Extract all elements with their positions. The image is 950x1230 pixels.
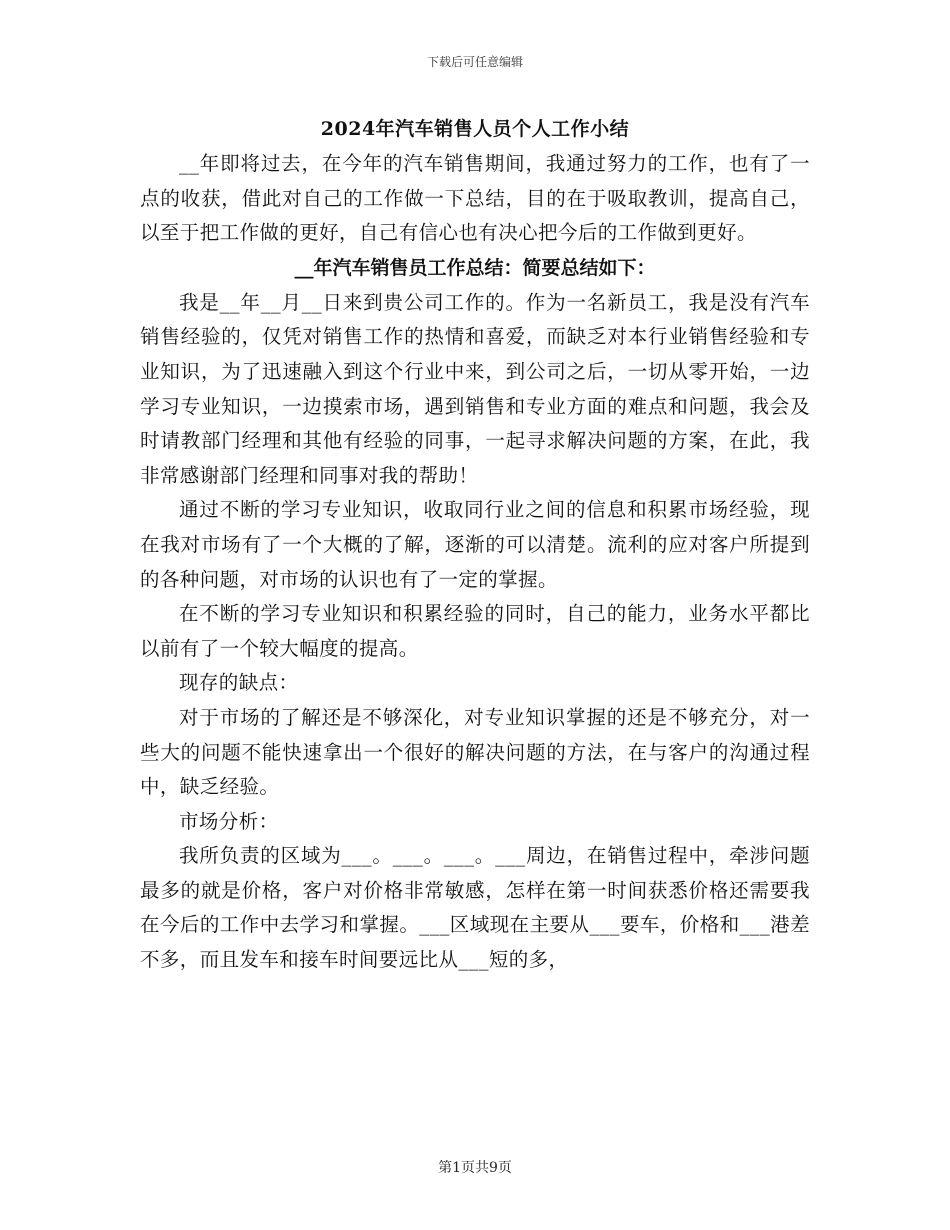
document-title: 2024年汽车销售人员个人工作小结 — [320, 118, 630, 140]
paragraph-improvement: 在不断的学习专业知识和积累经验的同时，自己的能力，业务水平都比以前有了一个较大幅度的提高。 — [140, 602, 810, 660]
paragraph-market-analysis: 我所负责的区域为___。___。___。___周边，在销售过程中，牵涉问题最多的就是价格，客户对价格非常敏感，怎样在第一时间获悉价格还需要我在今后的工作中去学习和掌握。___区域现在主要从___要车，价格和___港差不多，而且发车和接车时间要远比从___短的多， — [140, 844, 810, 972]
paragraph-arrival: 我是__年__月__日来到贵公司工作的。作为一名新员工，我是没有汽车销售经验的，仅凭对销售工作的热情和喜爱，而缺乏对本行业销售经验和专业知识，为了迅速融入到这个行业中来，到公司之后，一切从零开始，一边学习专业知识，一边摸索市场，遇到销售和专业方面的难点和问题，我会及时请教部门经理和其他有经验的同事，一起寻求解决问题的方案，在此，我非常感谢部门经理和同事对我的帮助！ — [140, 290, 810, 487]
document-body — [140, 112, 810, 978]
page-number: 第1页共9页 — [438, 1160, 512, 1176]
intro-paragraph: __年即将过去，在今年的汽车销售期间，我通过努力的工作，也有了一点的收获，借此对自己的工作做一下总结，目的在于吸取教训，提高自己，以至于把工作做的更好，自己有信心也有决心把今后的工作做到更好。 — [140, 152, 810, 245]
page-header-note: 下载后可任意编辑 — [426, 55, 523, 69]
paragraph-shortcomings: 对于市场的了解还是不够深化，对专业知识掌握的还是不够充分，对一些大的问题不能快速拿出一个很好的解决问题的方法，在与客户的沟通过程中，缺乏经验。 — [140, 705, 810, 799]
paragraph-learning: 通过不断的学习专业知识，收取同行业之间的信息和积累市场经验，现在我对市场有了一个大概的了解，逐渐的可以清楚。流利的应对客户所提到的各种问题，对市场的认识也有了一定的掌握。 — [140, 498, 810, 591]
summary-subheading: __年汽车销售员工作总结：简要总结如下： — [294, 256, 656, 279]
market-analysis-heading: 市场分析： — [179, 809, 279, 833]
shortcomings-heading: 现存的缺点： — [179, 671, 299, 695]
